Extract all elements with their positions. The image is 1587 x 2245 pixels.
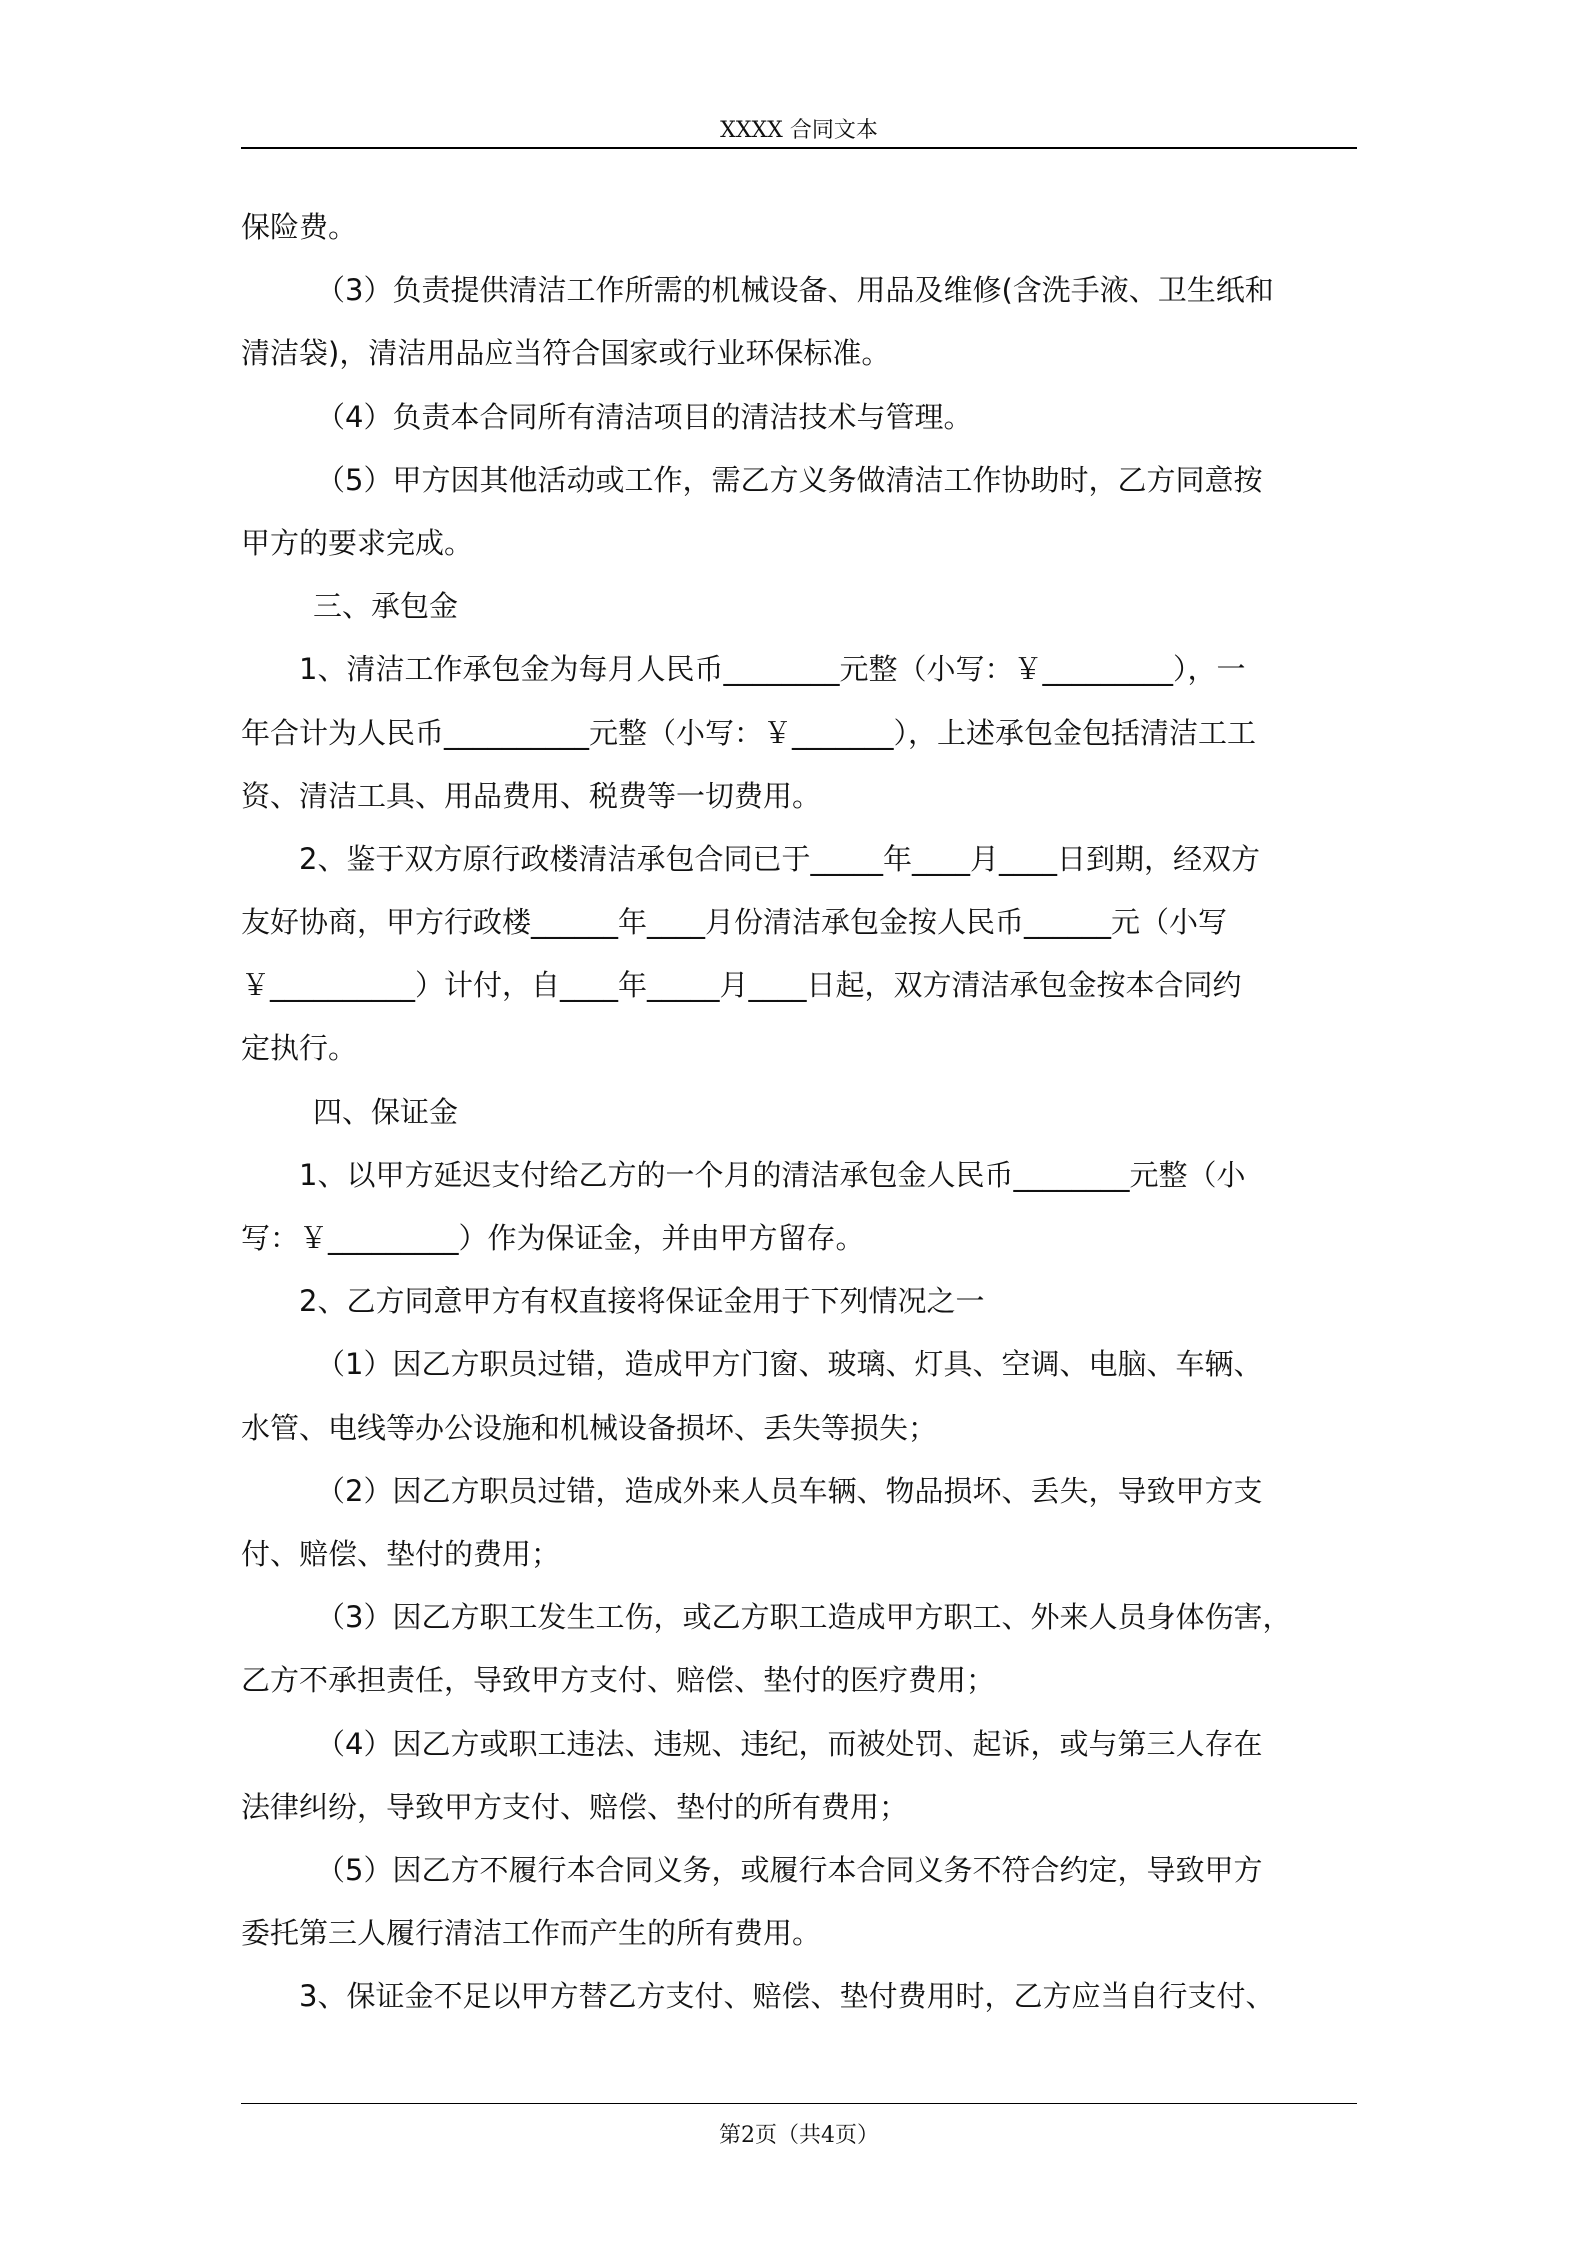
text-line: 定执行。: [241, 1031, 358, 1066]
document-body: [241, 196, 1357, 2028]
text-line: ￥__________）计付，自____年_____月____日起，双方清洁承包金按本合同约: [241, 968, 1242, 1003]
text-line: （4）因乙方或职工违法、违规、违纪，而被处罚、起诉，或与第三人存在: [316, 1726, 1263, 1761]
text-line: （3）因乙方职工发生工伤，或乙方职工造成甲方职工、外来人员身体伤害，: [316, 1600, 1292, 1635]
text-line: 清洁袋)，清洁用品应当符合国家或行业环保标准。: [241, 336, 891, 371]
text-line: 3、保证金不足以甲方替乙方支付、赔偿、垫付费用时，乙方应当自行支付、: [299, 1979, 1275, 2014]
header-divider: [241, 147, 1357, 149]
page-header: XXXX 合同文本: [720, 118, 878, 143]
text-line: 写：￥_________）作为保证金，并由甲方留存。: [241, 1221, 865, 1255]
text-line: 1、清洁工作承包金为每月人民币________元整（小写：￥_________），一: [299, 652, 1246, 687]
text-line: 1、以甲方延迟支付给乙方的一个月的清洁承包金人民币________元整（小: [299, 1157, 1246, 1192]
text-line: （4）负责本合同所有清洁项目的清洁技术与管理。: [316, 399, 973, 434]
text-line: （1）因乙方职员过错，造成甲方门窗、玻璃、灯具、空调、电脑、车辆、: [316, 1347, 1263, 1382]
text-line: （5）甲方因其他活动或工作，需乙方义务做清洁工作协助时，乙方同意按: [316, 462, 1263, 497]
text-line: 2、乙方同意甲方有权直接将保证金用于下列情况之一: [299, 1284, 985, 1319]
section-heading: 三、承包金: [313, 589, 459, 624]
page-number: 第2页（共4页）: [719, 2123, 879, 2148]
text-line: 甲方的要求完成。: [241, 525, 474, 560]
text-line: 年合计为人民币__________元整（小写：￥_______），上述承包金包括清洁工工: [241, 715, 1257, 750]
section-heading: 四、保证金: [313, 1094, 459, 1129]
text-line: 付、赔偿、垫付的费用；: [241, 1536, 561, 1571]
text-line: 2、鉴于双方原行政楼清洁承包合同已于_____年____月____日到期，经双方: [299, 841, 1260, 876]
text-line: （3）负责提供清洁工作所需的机械设备、用品及维修(含洗手液、卫生纸和: [316, 273, 1274, 308]
footer-divider: [241, 2103, 1357, 2104]
text-line: 委托第三人履行清洁工作而产生的所有费用。: [241, 1916, 822, 1951]
text-line: 资、清洁工具、用品费用、税费等一切费用。: [241, 778, 822, 813]
text-line: 保险费。: [241, 210, 358, 244]
text-line: 法律纠纷，导致甲方支付、赔偿、垫付的所有费用；: [241, 1789, 909, 1824]
text-line: 友好协商，甲方行政楼______年____月份清洁承包金按人民币______元（小写: [241, 905, 1228, 940]
text-line: 水管、电线等办公设施和机械设备损坏、丢失等损失；: [241, 1410, 938, 1445]
text-line: （2）因乙方职员过错，造成外来人员车辆、物品损坏、丢失，导致甲方支: [316, 1473, 1263, 1508]
text-line: （5）因乙方不履行本合同义务，或履行本合同义务不符合约定，导致甲方: [316, 1852, 1263, 1887]
text-line: 乙方不承担责任，导致甲方支付、赔偿、垫付的医疗费用；: [241, 1663, 996, 1698]
